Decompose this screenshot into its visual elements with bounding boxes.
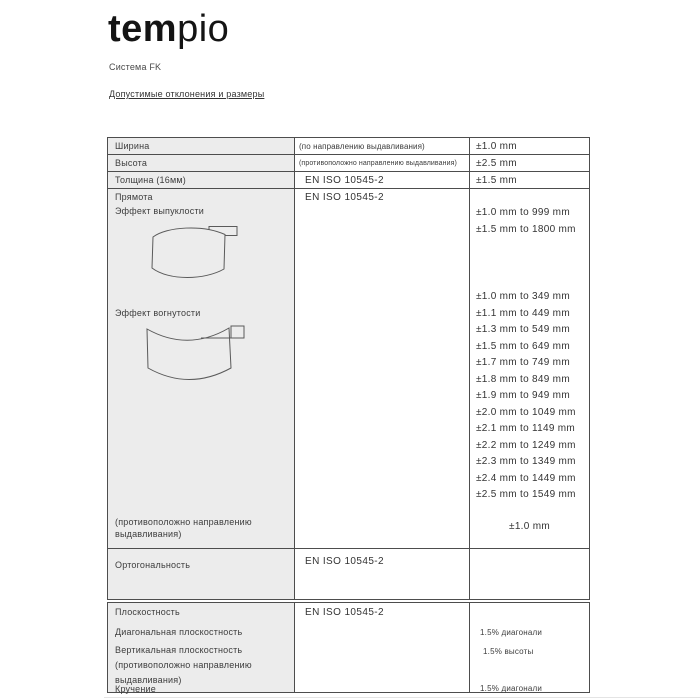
concave-value: ±1.1 mm to 449 mm [476,308,570,319]
row-label-cell [108,549,295,599]
row-method-cell [295,189,470,548]
table-row-thickness [108,171,589,188]
row-label-cell: Ширина [108,138,295,154]
row-label-cell: Толщина (16мм) [108,172,295,188]
concave-value: ±1.3 mm to 549 mm [476,324,570,335]
table-row-width [108,138,589,154]
table-row-height [108,154,589,171]
concave-value: ±1.0 mm to 349 mm [476,291,570,302]
torsion-value: 1.5% диагонали [480,684,543,693]
row-value-cell: ±1.0 mm [476,140,517,152]
concave-value: ±2.1 mm to 1149 mm [476,423,576,434]
row-method-cell: (противоположно направлению выдавливания) [295,155,470,171]
page-bottom-divider [104,697,700,698]
row-value-cell [470,549,589,599]
row-value-cell [470,603,589,692]
concave-value: ±2.4 mm to 1449 mm [476,473,576,484]
opposite-direction-note: (противоположно направлению выдавливания) [115,517,252,539]
row-method-cell: (по направлению выдавливания) [295,138,470,154]
concave-profile-diagram-icon [143,320,248,386]
convex-effect-label: Эффект выпуклости [115,206,205,216]
convex-value: ±1.0 mm to 999 mm [476,207,570,218]
standard-label: EN ISO 10545-2 [305,607,384,618]
row-method-cell: EN ISO 10545-2 [295,172,470,188]
row-value-cell: ±1.5 mm [476,174,517,186]
diagonal-flatness-label: Диагональная плоскостность [115,627,243,637]
row-label-cell: Высота [108,155,295,171]
row-method-cell [295,549,470,599]
concave-value: ±1.5 mm to 649 mm [476,341,570,352]
vertical-flatness-label: Вертикальная плоскостность (противоположно направлению выдавливания) [115,645,252,685]
logo-light-part: pio [177,8,230,50]
concave-value: ±1.8 mm to 849 mm [476,374,570,385]
system-subtitle: Система FK [109,62,162,72]
table-row-flatness [108,603,589,692]
torsion-label: Кручение [115,684,156,694]
row-label-cell [108,189,295,548]
standard-label: EN ISO 10545-2 [305,556,384,567]
deviations-link[interactable]: Допустимые отклонения и размеры [109,89,265,99]
row-method-cell [295,603,470,692]
logo-bold-part: tem [108,8,178,50]
concave-value: ±1.7 mm to 749 mm [476,357,570,368]
tempio-logo [108,8,229,51]
convex-value: ±1.5 mm to 1800 mm [476,224,576,235]
concave-value: ±2.5 mm to 1549 mm [476,489,576,500]
table-row-straightness [108,188,589,548]
row-label-cell [108,603,295,692]
concave-value: ±1.9 mm to 949 mm [476,390,570,401]
diagonal-flatness-value: 1.5% диагонали [480,628,543,637]
concave-value: ±2.0 mm to 1049 mm [476,407,576,418]
concave-effect-label: Эффект вогнутости [115,308,201,318]
row-value-cell: ±2.5 mm [476,157,517,169]
orthogonality-label: Ортогональность [115,560,191,570]
convex-profile-diagram-icon [145,222,245,284]
opposite-direction-value: ±1.0 mm [509,521,550,532]
tolerance-table [107,137,590,600]
table-row-orthogonality [108,548,589,599]
row-value-cell [470,189,589,548]
straightness-label: Прямота [115,192,153,202]
standard-label: EN ISO 10545-2 [305,192,384,203]
flatness-label: Плоскостность [115,607,180,617]
flatness-table [107,602,590,693]
concave-value: ±2.2 mm to 1249 mm [476,440,576,451]
vertical-flatness-value: 1.5% высоты [483,647,534,656]
concave-value: ±2.3 mm to 1349 mm [476,456,576,467]
